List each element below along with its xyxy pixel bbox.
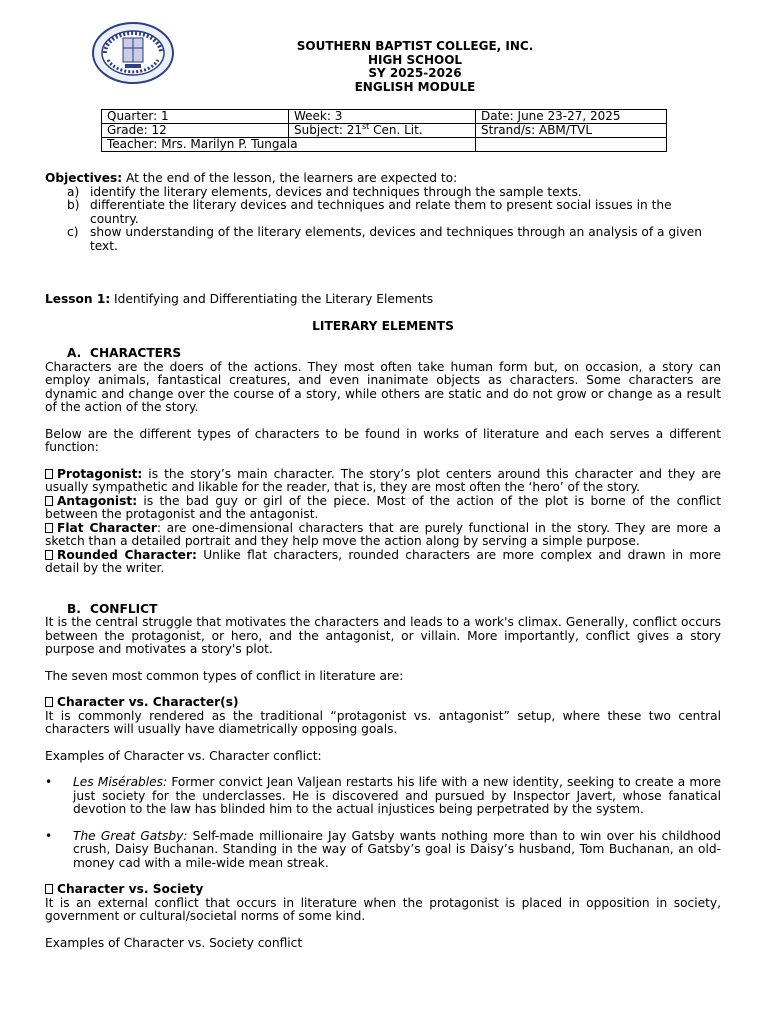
checkbox-glyph-icon (45, 496, 53, 506)
objective-item: a) identify the literary elements, devices and techniques through the sample texts. (67, 184, 582, 199)
conflict-heading: B. CONFLICT (67, 601, 158, 616)
example-bullet: • The Great Gatsby: Self-made millionaire Jay Gatsby wants nothing more than to win over his childhood crush, Daisy Buchanan. Standing in the way of Gatsby’s goal is Daisy’s husband, Tom Buchanan, an old-money cad with a mile-wide mean streak. (45, 828, 721, 870)
grade-cell: Grade: 12 (102, 124, 289, 138)
conflict-paragraph: It is the central struggle that motivates the characters and leads to a work's climax. Generally, conflict occurs between the protagonist, or hero, and the antagonist, or villain. More importantly, conflict gives a story purpose and motivates a story's plot. (45, 615, 721, 656)
character-type-item: Protagonist: is the story’s main character. The story’s plot centers around this character and they are usually sympathetic and likable for the reader, that is, they are most often the ‘hero’ of the story. (45, 466, 721, 494)
cvc-paragraph: It is commonly rendered as the traditional “protagonist vs. antagonist” setup, where these two central characters will usually have diametrically opposing goals. (45, 708, 721, 736)
cvs-heading: Character vs. Society (45, 883, 721, 897)
teacher-cell: Teacher: Mrs. Marilyn P. Tungala (102, 138, 476, 152)
character-type-item: Antagonist: is the bad guy or girl of the piece. Most of the action of the plot is borne of the conflict between the protagonist and the antagonist. (45, 493, 721, 521)
cvc-examples-label: Examples of Character vs. Character conflict: (45, 748, 322, 763)
character-type-item: Rounded Character: Unlike flat characters, rounded characters are more complex and drawn in more detail by the writer. (45, 547, 721, 575)
checkbox-glyph-icon (45, 523, 53, 533)
empty-cell (476, 138, 667, 152)
character-types-list (45, 468, 721, 576)
school-year: SY 2025-2026 (368, 66, 462, 81)
module-content (45, 172, 721, 950)
cvc-heading: Character vs. Character(s) (45, 696, 721, 710)
checkbox-glyph-icon (45, 469, 53, 479)
checkbox-glyph-icon (45, 550, 53, 560)
school-seal-logo (92, 22, 174, 84)
character-type-item: Flat Character: are one-dimensional characters that are purely functional in the story. They are more a sketch than a detailed portrait and they help move the action along by serving a simple purpose. (45, 520, 721, 548)
character-types-intro: Below are the different types of characters to be found in works of literature and each serves a different function: (45, 426, 721, 454)
objective-item: c) show understanding of the literary elements, devices and techniques through an analysis of a given text. (67, 225, 702, 253)
course-info-table (101, 109, 667, 152)
characters-heading: A. CHARACTERS (67, 346, 182, 360)
checkbox-glyph-icon (45, 884, 53, 894)
example-bullet: • Les Misérables: Former convict Jean Valjean restarts his life with a new identity, seeking to create a more just society for the underclasses. He is discovered and pursued by Inspector Javert, whose fanatical devotion to the law has blinded him to the actual injustices being perpetrated by the system. (45, 775, 721, 816)
cvs-examples-label: Examples of Character vs. Society conflict (45, 935, 303, 950)
college-name: SOUTHERN BAPTIST COLLEGE, INC. (296, 39, 534, 53)
date-cell: Date: June 23-27, 2025 (476, 110, 667, 124)
week-cell: Week: 3 (289, 110, 476, 124)
cvs-paragraph: It is an external conflict that occurs in literature when the protagonist is placed in opposition in society, government or cultural/societal norms of some kind. (45, 895, 721, 923)
quarter-cell: Quarter: 1 (102, 110, 289, 124)
lesson-title: Lesson 1: Identifying and Differentiating the Literary Elements (45, 292, 434, 306)
subject-cell: Subject: 21st Cen. Lit. (289, 124, 476, 138)
document-header (250, 40, 580, 94)
characters-paragraph: Characters are the doers of the actions. They most often take human form but, on occasion, a story can employ animals, fantastical creatures, and even inanimate objects as characters. Some characters are dynamic and change over the course of a story, while others are static and do not grow or change as a result of the action of the story. (45, 359, 721, 414)
section-title: LITERARY ELEMENTS (312, 318, 454, 333)
conflict-types-intro: The seven most common types of conflict in literature are: (45, 668, 404, 683)
checkbox-glyph-icon (45, 697, 53, 707)
module-title: ENGLISH MODULE (354, 79, 476, 94)
school-level: HIGH SCHOOL (367, 52, 463, 67)
objectives-list (45, 186, 721, 254)
strand-cell: Strand/s: ABM/TVL (476, 124, 667, 138)
objectives-intro: Objectives: At the end of the lesson, the learners are expected to: (45, 171, 458, 185)
objective-item: b) differentiate the literary devices and techniques and relate them to present social issues in the country. (67, 198, 672, 226)
